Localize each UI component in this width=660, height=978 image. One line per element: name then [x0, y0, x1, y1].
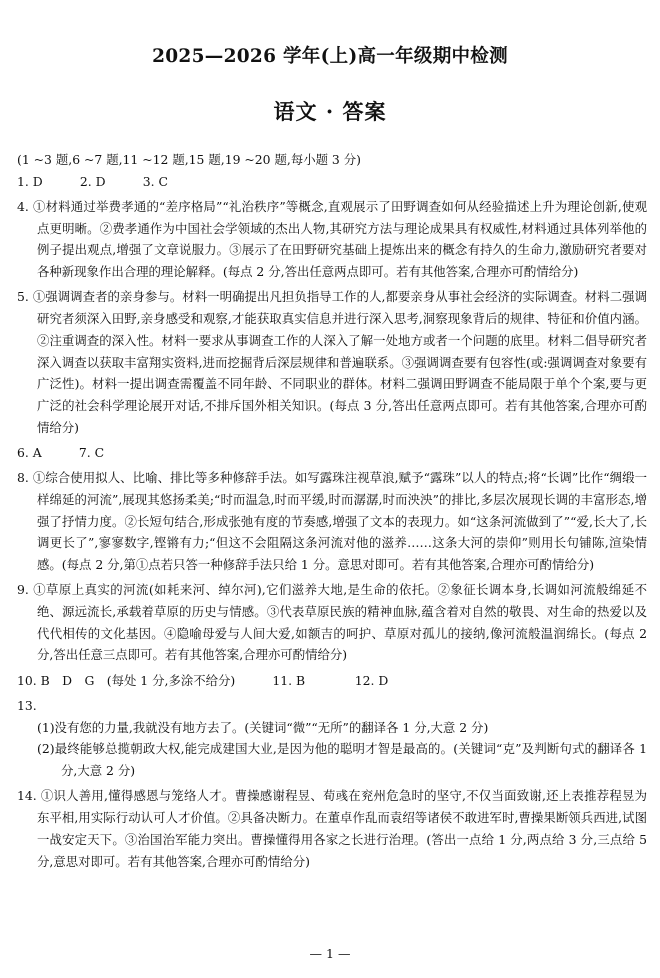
answer-10-12: 10. B D G (每处 1 分,多涂不给分) 11. B 12. D — [17, 672, 389, 688]
answer-13-part-2: (2)最终能够总揽朝政大权,能完成建国大业,是因为他的聪明才智是最高的。(关键词“克”及判断句式的翻译各 1 分,大意 2 分) — [37, 741, 647, 779]
answer-6-7: 6. A 7. C — [17, 444, 105, 460]
answer-13-label: 13. — [17, 698, 37, 714]
answer-5: 5. ①强调调查者的亲身参与。材料一明确提出凡担负指导工作的人,都要亲身从事社会经济的实际调查。材料二强调研究者须深入田野,亲身感受和观察,才能获取真实信息并进行深入思考,洞察现象背后的规律、特征和价值内涵。②注重调查的深入性。材料一要求从事调查工作的人深入了解一处地方或者一个问题的底里。材料二倡导研究者深入调查以获取丰富翔实资料,进而挖掘背后深层规律和普遍联系。③强调调查要有包容性(或:强调调查对象要有广泛性)。材料一提出调查需覆盖不同年龄、不同职业的群体。材料二强调田野调查不能局限于单个个案,要与更广泛的社会科学理论展开对话,不排斥国外相关知识。(每点 3 分,答出任意两点即可。若有其他答案,合理亦可酌情给分) — [17, 289, 647, 435]
answer-8: 8. ①综合使用拟人、比喻、排比等多种修辞手法。如写露珠注视草浪,赋予“露珠”以人的特点;将“长调”比作“绸缎一样绵延的河流”,展现其悠扬柔美;“时而温急,时而平缓,时而潺潺,时而泱泱”的排比,多层次展现长调的丰富形态,增强了抒情力度。②长短句结合,形成张弛有度的节奏感,增强了文本的表现力。如“这条河流做到了”“爱,长大了,长调更长了”,寥寥数字,铿锵有力;“但这不会阻隔这条河流对他的滋养……这条大河的崇仰”则用长句铺陈,渲染情感。(每点 2 分,第①点若只答一种修辞手法只给 1 分。意思对即可。若有其他答案,合理亦可酌情给分) — [17, 470, 647, 573]
answer-9: 9. ①草原上真实的河流(如耗来河、绰尔河),它们滋养大地,是生命的依托。②象征长调本身,长调如河流般绵延不绝、源远流长,承载着草原的历史与情感。③代表草原民族的精神血脉,蕴含着对自然的敬畏、对生命的热爱以及代代相传的文化基因。④隐喻母爱与人间大爱,如额吉的呵护、草原对孤儿的接纳,像河流般温润绵长。(每点 2 分,答出任意三点即可。若有其他答案,合理亦可酌情给分) — [17, 582, 647, 663]
page-number: — 1 — — [309, 946, 351, 961]
answer-subtitle: 语文 · 答案 — [273, 99, 387, 124]
answer-13-parts — [17, 717, 647, 782]
exam-title: 2025—2026 学年(上)高一年级期中检测 — [152, 46, 508, 67]
answer-4: 4. ①材料通过举费孝通的“差序格局”“礼治秩序”等概念,直观展示了田野调查如何从经验描述上升为理论创新,使观点更明晰。②费孝通作为中国社会学领域的杰出人物,其研究方法与理论成果具有权威性,材料通过具体列举他的例子提出观点,增强了文章说服力。③展示了在田野研究基础上提炼出来的概念有持久的生命力,激励研究者要对各种新现象作出合理的理论解释。(每点 2 分,答出任意两点即可。若有其他答案,合理亦可酌情给分) — [17, 199, 647, 280]
scoring-intro: (1 ~3 题,6 ~7 题,11 ~12 题,15 题,19 ~20 题,每小题 3 分) — [17, 152, 361, 167]
answer-13-part-1: (1)没有您的力量,我就没有地方去了。(关键词“微”“无所”的翻译各 1 分,大意 2 分) — [37, 719, 489, 735]
answer-1-3: 1. D 2. D 3. C — [17, 173, 168, 189]
answer-content — [17, 149, 647, 872]
answer-14: 14. ①识人善用,懂得感恩与笼络人才。曹操感谢程昱、荀彧在兖州危急时的坚守,不仅当面致谢,还上表推荐程昱为东平相,用实际行动认可人才价值。②具备决断力。在董卓作乱而袁绍等诸侯不敢进军时,曹操果断领兵西进,试图一战安定天下。③治国治军能力突出。曹操懂得用各家之长进行治理。(答出一点给 1 分,两点给 3 分,三点给 5 分,意思对即可。若有其他答案,合理亦可酌情给分) — [17, 788, 647, 869]
